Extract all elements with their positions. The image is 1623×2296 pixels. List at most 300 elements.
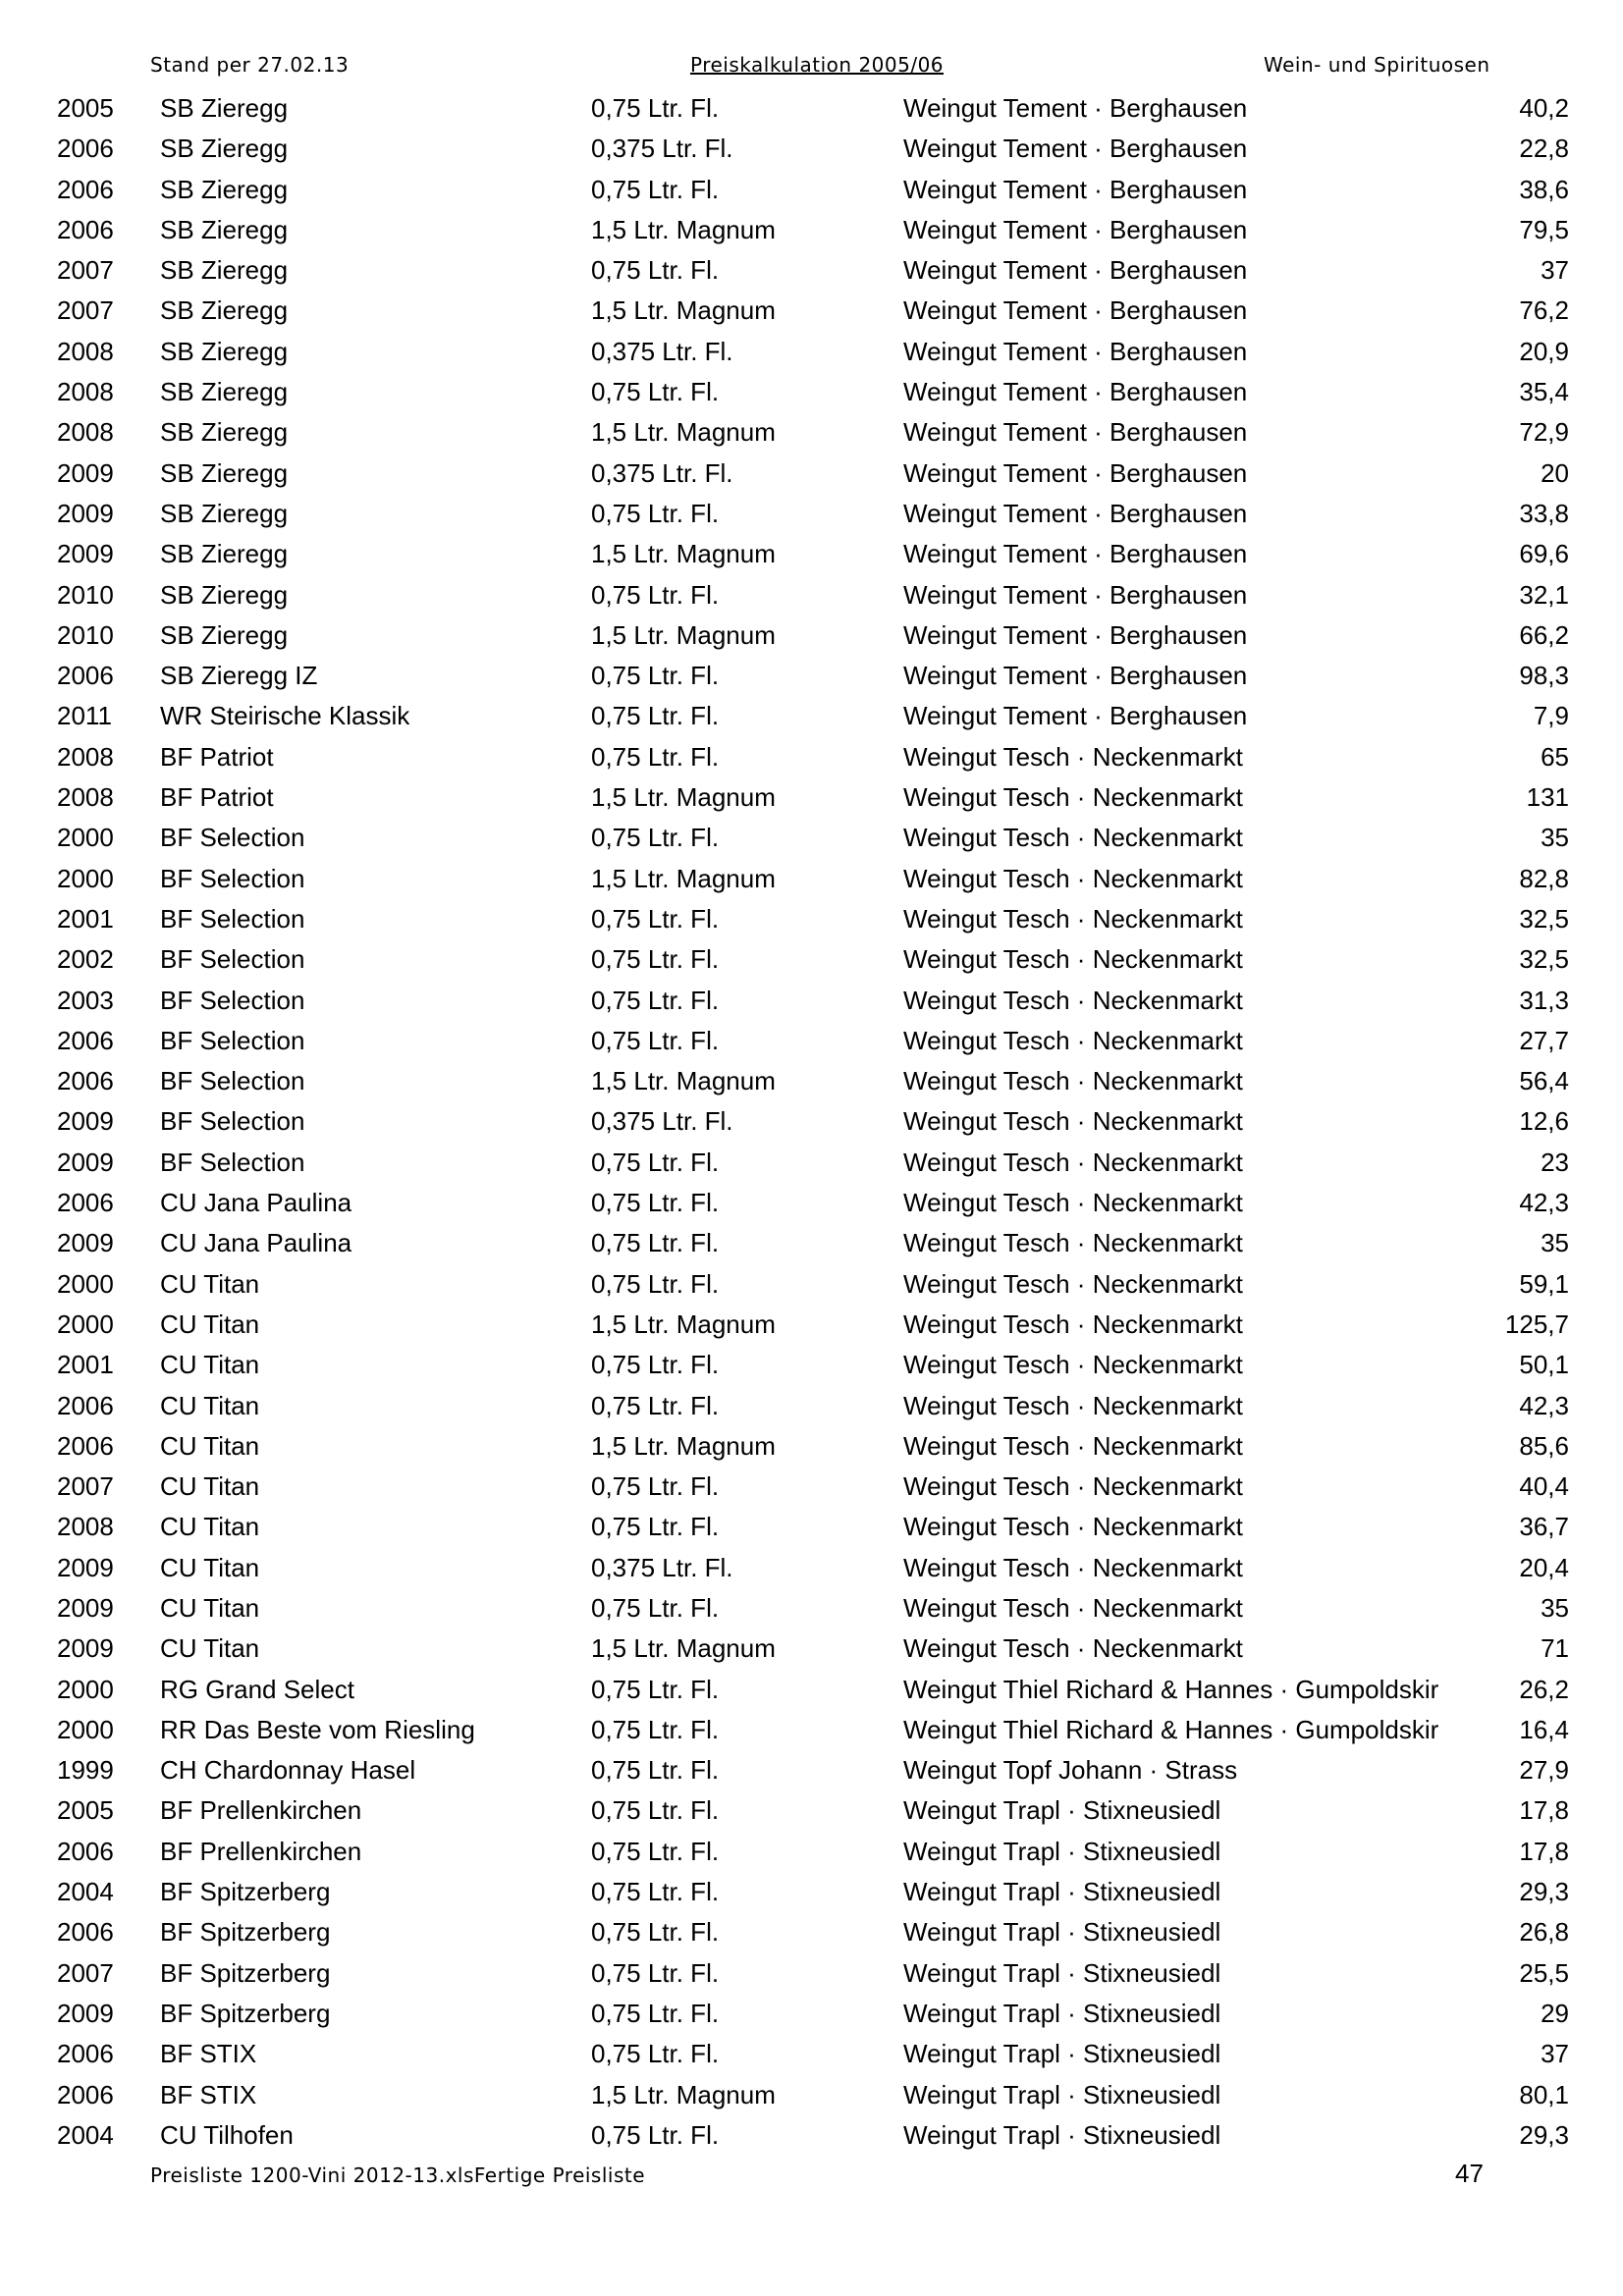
bottle-size-cell: 0,375 Ltr. Fl. [591,1552,733,1582]
year-cell: 2006 [57,1390,114,1420]
table-row [0,1588,1623,1629]
producer-cell: Weingut Tesch · Neckenmarkt [903,1390,1243,1420]
producer-cell: Weingut Tement · Berghausen [903,619,1248,650]
table-row [0,1670,1623,1710]
price-cell: 125,7 [1504,1308,1569,1339]
producer-cell: Weingut Tesch · Neckenmarkt [903,823,1243,853]
producer-cell: Weingut Tement · Berghausen [903,133,1248,164]
year-cell: 2007 [57,1471,114,1502]
wine-name-cell: BF Selection [160,944,305,975]
bottle-size-cell: 0,75 Ltr. Fl. [591,1836,720,1866]
bottle-size-cell: 0,75 Ltr. Fl. [591,174,720,204]
wine-name-cell: SB Zieregg [160,539,289,569]
table-row [0,170,1623,210]
wine-name-cell: BF STIX [160,2039,257,2069]
bottle-size-cell: 1,5 Ltr. Magnum [591,295,776,326]
price-cell: 12,6 [1519,1106,1569,1137]
header-title: Preiskalkulation 2005/06 [690,53,945,77]
bottle-size-cell: 0,75 Ltr. Fl. [591,1350,720,1380]
bottle-size-cell: 0,75 Ltr. Fl. [591,1917,720,1948]
price-cell: 79,5 [1519,214,1569,244]
year-cell: 2009 [57,457,114,488]
wine-name-cell: BF Spitzerberg [160,1957,331,1988]
bottle-size-cell: 0,75 Ltr. Fl. [591,1390,720,1420]
wine-name-cell: BF Patriot [160,782,274,813]
year-cell: 2010 [57,619,114,650]
bottle-size-cell: 0,75 Ltr. Fl. [591,985,720,1015]
producer-cell: Weingut Tesch · Neckenmarkt [903,1188,1243,1218]
bottle-size-cell: 0,75 Ltr. Fl. [591,498,720,528]
price-cell: 35 [1541,1592,1569,1623]
producer-cell: Weingut Trapl · Stixneusiedl [903,1998,1221,2028]
header-category: Wein- und Spirituosen [1264,53,1490,77]
price-cell: 23 [1541,1147,1569,1177]
wine-name-cell: BF Prellenkirchen [160,1795,362,1826]
wine-name-cell: BF Spitzerberg [160,1877,331,1907]
price-cell: 35,4 [1519,377,1569,407]
footer-filename: Preisliste 1200-Vini 2012-13.xlsFertige Preisliste [150,2163,646,2187]
price-cell: 98,3 [1519,661,1569,691]
producer-cell: Weingut Tement · Berghausen [903,214,1248,244]
bottle-size-cell: 0,75 Ltr. Fl. [591,944,720,975]
year-cell: 2005 [57,93,114,123]
producer-cell: Weingut Trapl · Stixneusiedl [903,1957,1221,1988]
bottle-size-cell: 0,75 Ltr. Fl. [591,823,720,853]
producer-cell: Weingut Tement · Berghausen [903,295,1248,326]
table-row [0,454,1623,494]
producer-cell: Weingut Trapl · Stixneusiedl [903,2079,1221,2109]
bottle-size-cell: 0,75 Ltr. Fl. [591,903,720,934]
price-cell: 26,8 [1519,1917,1569,1948]
table-row [0,1467,1623,1507]
price-cell: 29,3 [1519,1877,1569,1907]
wine-name-cell: BF Selection [160,1106,305,1137]
wine-name-cell: CU Titan [160,1512,260,1542]
table-row [0,737,1623,777]
producer-cell: Weingut Tesch · Neckenmarkt [903,1106,1243,1137]
producer-cell: Weingut Tesch · Neckenmarkt [903,1552,1243,1582]
price-cell: 37 [1541,255,1569,286]
bottle-size-cell: 0,75 Ltr. Fl. [591,1228,720,1258]
table-row [0,1629,1623,1669]
table-row [0,372,1623,412]
wine-name-cell: CU Titan [160,1308,260,1339]
table-row [0,291,1623,331]
price-cell: 66,2 [1519,619,1569,650]
year-cell: 2011 [57,701,112,731]
price-cell: 36,7 [1519,1512,1569,1542]
year-cell: 2006 [57,1188,114,1218]
bottle-size-cell: 1,5 Ltr. Magnum [591,1308,776,1339]
bottle-size-cell: 0,75 Ltr. Fl. [591,1268,720,1299]
bottle-size-cell: 0,75 Ltr. Fl. [591,1877,720,1907]
producer-cell: Weingut Tesch · Neckenmarkt [903,782,1243,813]
wine-name-cell: WR Steirische Klassik [160,701,410,731]
wine-name-cell: CU Jana Paulina [160,1188,352,1218]
bottle-size-cell: 0,75 Ltr. Fl. [591,1755,720,1786]
price-cell: 32,1 [1519,579,1569,610]
wine-name-cell: SB Zieregg IZ [160,661,318,691]
wine-name-cell: CU Titan [160,1471,260,1502]
producer-cell: Weingut Tement · Berghausen [903,539,1248,569]
producer-cell: Weingut Tement · Berghausen [903,661,1248,691]
producer-cell: Weingut Tement · Berghausen [903,255,1248,286]
year-cell: 2006 [57,2079,114,2109]
wine-name-cell: BF Prellenkirchen [160,1836,362,1866]
producer-cell: Weingut Tement · Berghausen [903,457,1248,488]
table-row [0,1426,1623,1467]
table-row [0,534,1623,574]
wine-name-cell: BF Spitzerberg [160,1998,331,2028]
bottle-size-cell: 0,75 Ltr. Fl. [591,2039,720,2069]
year-cell: 2006 [57,1430,114,1461]
year-cell: 2009 [57,1552,114,1582]
bottle-size-cell: 0,75 Ltr. Fl. [591,93,720,123]
table-row [0,494,1623,534]
table-row [0,1953,1623,1994]
year-cell: 2008 [57,741,114,772]
bottle-size-cell: 0,375 Ltr. Fl. [591,1106,733,1137]
bottle-size-cell: 0,75 Ltr. Fl. [591,741,720,772]
table-row [0,1912,1623,1952]
table-row [0,1507,1623,1547]
price-cell: 26,2 [1519,1674,1569,1704]
bottle-size-cell: 0,75 Ltr. Fl. [591,1674,720,1704]
price-cell: 37 [1541,2039,1569,2069]
producer-cell: Weingut Trapl · Stixneusiedl [903,1795,1221,1826]
producer-cell: Weingut Tesch · Neckenmarkt [903,903,1243,934]
bottle-size-cell: 0,75 Ltr. Fl. [591,579,720,610]
table-row [0,210,1623,250]
bottle-size-cell: 0,375 Ltr. Fl. [591,336,733,366]
producer-cell: Weingut Tesch · Neckenmarkt [903,1025,1243,1055]
price-list-table [0,88,1623,2156]
year-cell: 2006 [57,1066,114,1096]
producer-cell: Weingut Tesch · Neckenmarkt [903,741,1243,772]
producer-cell: Weingut Tement · Berghausen [903,579,1248,610]
table-row [0,1872,1623,1912]
price-cell: 42,3 [1519,1390,1569,1420]
table-row [0,1305,1623,1345]
producer-cell: Weingut Tesch · Neckenmarkt [903,1066,1243,1096]
table-row [0,1223,1623,1263]
wine-name-cell: CU Titan [160,1390,260,1420]
bottle-size-cell: 1,5 Ltr. Magnum [591,863,776,893]
bottle-size-cell: 0,75 Ltr. Fl. [591,1998,720,2028]
table-row [0,2034,1623,2074]
producer-cell: Weingut Tesch · Neckenmarkt [903,1471,1243,1502]
wine-name-cell: BF Selection [160,903,305,934]
price-cell: 33,8 [1519,498,1569,528]
producer-cell: Weingut Tesch · Neckenmarkt [903,863,1243,893]
year-cell: 2008 [57,336,114,366]
wine-name-cell: CU Titan [160,1268,260,1299]
year-cell: 2007 [57,1957,114,1988]
bottle-size-cell: 1,5 Ltr. Magnum [591,1430,776,1461]
producer-cell: Weingut Trapl · Stixneusiedl [903,1836,1221,1866]
producer-cell: Weingut Tesch · Neckenmarkt [903,985,1243,1015]
price-cell: 50,1 [1519,1350,1569,1380]
wine-name-cell: CU Jana Paulina [160,1228,352,1258]
table-row [0,777,1623,818]
price-cell: 80,1 [1519,2079,1569,2109]
year-cell: 2001 [57,903,114,934]
wine-name-cell: SB Zieregg [160,498,289,528]
wine-name-cell: BF Selection [160,823,305,853]
price-cell: 71 [1541,1633,1569,1664]
year-cell: 2006 [57,2039,114,2069]
table-row [0,615,1623,656]
bottle-size-cell: 1,5 Ltr. Magnum [591,619,776,650]
wine-name-cell: SB Zieregg [160,93,289,123]
year-cell: 2009 [57,539,114,569]
year-cell: 2009 [57,1228,114,1258]
year-cell: 2006 [57,174,114,204]
wine-name-cell: BF Selection [160,1147,305,1177]
table-row [0,1061,1623,1101]
price-cell: 82,8 [1519,863,1569,893]
year-cell: 1999 [57,1755,114,1786]
price-cell: 29 [1541,1998,1569,2028]
producer-cell: Weingut Tement · Berghausen [903,498,1248,528]
price-cell: 32,5 [1519,903,1569,934]
producer-cell: Weingut Tesch · Neckenmarkt [903,1350,1243,1380]
table-row [0,1101,1623,1142]
price-cell: 31,3 [1519,985,1569,1015]
wine-name-cell: BF Selection [160,1066,305,1096]
year-cell: 2008 [57,417,114,448]
year-cell: 2010 [57,579,114,610]
producer-cell: Weingut Tement · Berghausen [903,174,1248,204]
table-row [0,1183,1623,1223]
table-row [0,859,1623,899]
table-row [0,2115,1623,2156]
price-cell: 35 [1541,823,1569,853]
producer-cell: Weingut Topf Johann · Strass [903,1755,1238,1786]
wine-name-cell: SB Zieregg [160,336,289,366]
table-row [0,250,1623,291]
table-row [0,656,1623,696]
bottle-size-cell: 0,75 Ltr. Fl. [591,1025,720,1055]
price-cell: 59,1 [1519,1268,1569,1299]
year-cell: 2006 [57,1025,114,1055]
table-row [0,899,1623,939]
year-cell: 2004 [57,1877,114,1907]
price-cell: 40,4 [1519,1471,1569,1502]
table-row [0,412,1623,453]
year-cell: 2006 [57,214,114,244]
year-cell: 2005 [57,1795,114,1826]
producer-cell: Weingut Tesch · Neckenmarkt [903,1308,1243,1339]
bottle-size-cell: 0,75 Ltr. Fl. [591,255,720,286]
price-cell: 20,4 [1519,1552,1569,1582]
wine-name-cell: BF Spitzerberg [160,1917,331,1948]
page-number: 47 [1455,2159,1484,2188]
wine-name-cell: SB Zieregg [160,579,289,610]
wine-name-cell: CU Titan [160,1592,260,1623]
price-cell: 25,5 [1519,1957,1569,1988]
table-row [0,1710,1623,1750]
wine-name-cell: CU Titan [160,1552,260,1582]
price-cell: 32,5 [1519,944,1569,975]
price-cell: 42,3 [1519,1188,1569,1218]
table-row [0,1750,1623,1790]
wine-name-cell: SB Zieregg [160,457,289,488]
producer-cell: Weingut Tement · Berghausen [903,417,1248,448]
table-row [0,1264,1623,1305]
price-cell: 85,6 [1519,1430,1569,1461]
table-row [0,1021,1623,1061]
producer-cell: Weingut Thiel Richard & Hannes · Gumpoldskir [903,1674,1439,1704]
wine-name-cell: SB Zieregg [160,255,289,286]
bottle-size-cell: 0,75 Ltr. Fl. [591,2119,720,2150]
wine-name-cell: RR Das Beste vom Riesling [160,1714,475,1744]
price-cell: 20 [1541,457,1569,488]
price-cell: 20,9 [1519,336,1569,366]
year-cell: 2009 [57,498,114,528]
producer-cell: Weingut Trapl · Stixneusiedl [903,2119,1221,2150]
wine-name-cell: BF Patriot [160,741,274,772]
table-row [0,981,1623,1021]
year-cell: 2009 [57,1998,114,2028]
wine-name-cell: RG Grand Select [160,1674,354,1704]
wine-name-cell: SB Zieregg [160,417,289,448]
year-cell: 2000 [57,1674,114,1704]
bottle-size-cell: 1,5 Ltr. Magnum [591,539,776,569]
year-cell: 2009 [57,1106,114,1137]
year-cell: 2000 [57,1308,114,1339]
producer-cell: Weingut Tement · Berghausen [903,701,1248,731]
year-cell: 2000 [57,1714,114,1744]
year-cell: 2001 [57,1350,114,1380]
wine-name-cell: CU Tilhofen [160,2119,294,2150]
price-cell: 17,8 [1519,1795,1569,1826]
table-row [0,696,1623,736]
bottle-size-cell: 0,75 Ltr. Fl. [591,1147,720,1177]
producer-cell: Weingut Tement · Berghausen [903,93,1248,123]
price-cell: 29,3 [1519,2119,1569,2150]
wine-name-cell: CH Chardonnay Hasel [160,1755,416,1786]
year-cell: 2008 [57,1512,114,1542]
table-row [0,332,1623,372]
producer-cell: Weingut Tement · Berghausen [903,336,1248,366]
price-cell: 72,9 [1519,417,1569,448]
producer-cell: Weingut Tesch · Neckenmarkt [903,1512,1243,1542]
price-cell: 17,8 [1519,1836,1569,1866]
year-cell: 2009 [57,1147,114,1177]
producer-cell: Weingut Tesch · Neckenmarkt [903,1228,1243,1258]
price-cell: 16,4 [1519,1714,1569,1744]
year-cell: 2006 [57,1917,114,1948]
table-row [0,1790,1623,1831]
table-row [0,1994,1623,2034]
bottle-size-cell: 0,75 Ltr. Fl. [591,1188,720,1218]
wine-name-cell: CU Titan [160,1350,260,1380]
wine-name-cell: BF STIX [160,2079,257,2109]
year-cell: 2000 [57,1268,114,1299]
price-cell: 38,6 [1519,174,1569,204]
year-cell: 2008 [57,377,114,407]
year-cell: 2000 [57,863,114,893]
wine-name-cell: BF Selection [160,1025,305,1055]
year-cell: 2000 [57,823,114,853]
year-cell: 2002 [57,944,114,975]
bottle-size-cell: 0,75 Ltr. Fl. [591,701,720,731]
table-row [0,818,1623,858]
producer-cell: Weingut Trapl · Stixneusiedl [903,2039,1221,2069]
wine-name-cell: SB Zieregg [160,377,289,407]
price-cell: 27,7 [1519,1025,1569,1055]
price-cell: 76,2 [1519,295,1569,326]
year-cell: 2009 [57,1592,114,1623]
wine-name-cell: CU Titan [160,1633,260,1664]
bottle-size-cell: 0,75 Ltr. Fl. [591,1471,720,1502]
bottle-size-cell: 1,5 Ltr. Magnum [591,782,776,813]
table-row [0,575,1623,615]
producer-cell: Weingut Thiel Richard & Hannes · Gumpoldskir [903,1714,1439,1744]
bottle-size-cell: 0,75 Ltr. Fl. [591,661,720,691]
producer-cell: Weingut Tement · Berghausen [903,377,1248,407]
bottle-size-cell: 1,5 Ltr. Magnum [591,1633,776,1664]
year-cell: 2006 [57,1836,114,1866]
bottle-size-cell: 0,75 Ltr. Fl. [591,377,720,407]
table-row [0,1143,1623,1183]
bottle-size-cell: 1,5 Ltr. Magnum [591,214,776,244]
year-cell: 2004 [57,2119,114,2150]
wine-name-cell: SB Zieregg [160,174,289,204]
price-cell: 27,9 [1519,1755,1569,1786]
bottle-size-cell: 1,5 Ltr. Magnum [591,417,776,448]
producer-cell: Weingut Tesch · Neckenmarkt [903,944,1243,975]
bottle-size-cell: 0,75 Ltr. Fl. [591,1795,720,1826]
table-row [0,1345,1623,1385]
header-date: Stand per 27.02.13 [150,53,350,77]
year-cell: 2008 [57,782,114,813]
price-cell: 131 [1526,782,1569,813]
wine-name-cell: SB Zieregg [160,295,289,326]
wine-name-cell: CU Titan [160,1430,260,1461]
table-row [0,129,1623,169]
year-cell: 2003 [57,985,114,1015]
bottle-size-cell: 0,75 Ltr. Fl. [591,1512,720,1542]
producer-cell: Weingut Tesch · Neckenmarkt [903,1633,1243,1664]
price-cell: 22,8 [1519,133,1569,164]
table-row [0,939,1623,980]
table-row [0,1832,1623,1872]
producer-cell: Weingut Tesch · Neckenmarkt [903,1268,1243,1299]
table-row [0,1386,1623,1426]
price-cell: 40,2 [1519,93,1569,123]
wine-name-cell: SB Zieregg [160,619,289,650]
producer-cell: Weingut Trapl · Stixneusiedl [903,1917,1221,1948]
price-cell: 7,9 [1533,701,1569,731]
price-cell: 65 [1541,741,1569,772]
bottle-size-cell: 0,75 Ltr. Fl. [591,1957,720,1988]
bottle-size-cell: 1,5 Ltr. Magnum [591,1066,776,1096]
producer-cell: Weingut Trapl · Stixneusiedl [903,1877,1221,1907]
bottle-size-cell: 1,5 Ltr. Magnum [591,2079,776,2109]
table-row [0,88,1623,129]
table-row [0,1548,1623,1588]
year-cell: 2006 [57,133,114,164]
price-cell: 56,4 [1519,1066,1569,1096]
table-row [0,2075,1623,2115]
producer-cell: Weingut Tesch · Neckenmarkt [903,1592,1243,1623]
year-cell: 2007 [57,295,114,326]
year-cell: 2009 [57,1633,114,1664]
year-cell: 2007 [57,255,114,286]
wine-name-cell: BF Selection [160,985,305,1015]
